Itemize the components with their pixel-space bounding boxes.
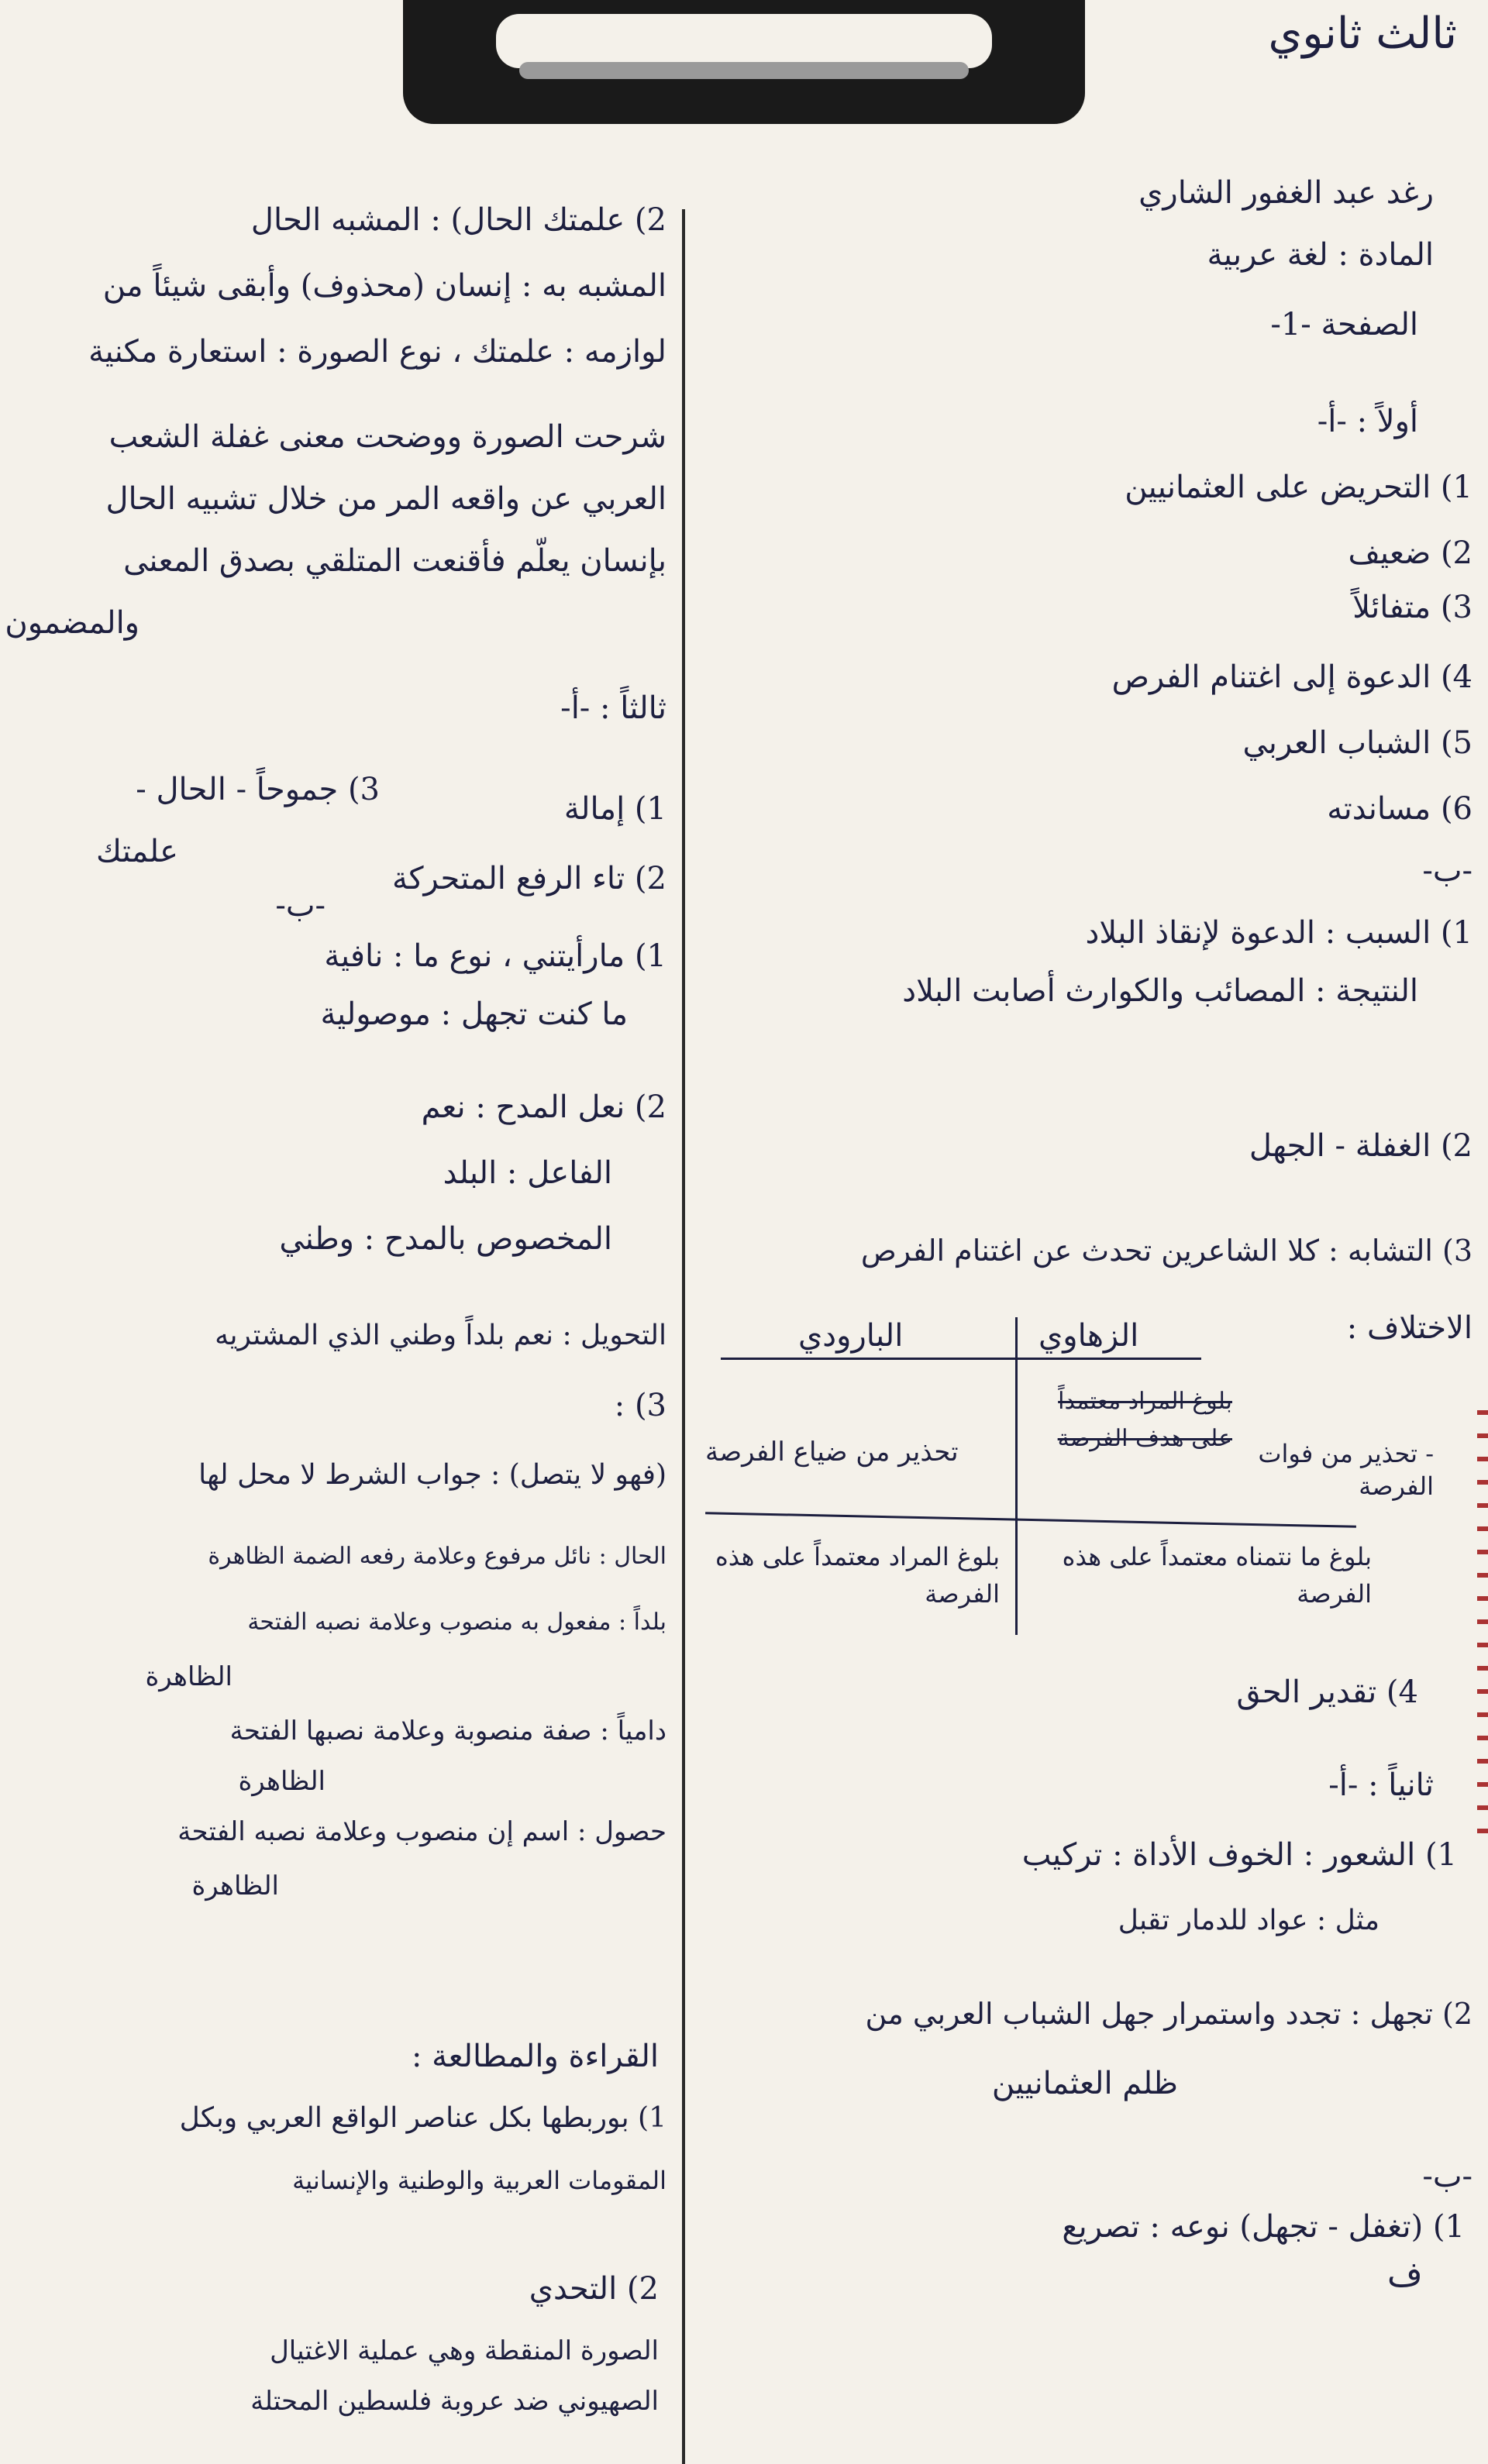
answer-line: 3) : (614, 1388, 666, 1423)
table-cell: تحذير من ضياع الفرصة (705, 1437, 959, 1468)
answer-line: المقومات العربية والوطنية والإنسانية (292, 2166, 666, 2195)
answer-line: التحويل : نعم بلداً وطني الذي المشتريه (215, 1320, 666, 1351)
answer-line: 2) نعل المدح : نعم (421, 1089, 666, 1125)
answer-line: والمضمون (5, 605, 140, 641)
answer-line: 4) تقدير الحق (1236, 1674, 1418, 1710)
column-divider (682, 209, 685, 2464)
answer-line: الظاهرة (191, 1870, 279, 1901)
answer-line: 1) الشعور : الخوف الأداة : تركيب (1021, 1837, 1457, 1873)
clip-rod (519, 62, 969, 79)
answer-line: بلداً : مفعول به منصوب وعلامة نصبه الفتحة (247, 1609, 666, 1636)
answer-line: العربي عن واقعه المر من خلال تشبيه الحال (105, 481, 666, 517)
answer-line: 2) علمتك الحال) : المشبه الحال (250, 202, 666, 238)
signature-mark: ف (1387, 2255, 1423, 2294)
answer-line: الاختلاف : (1346, 1310, 1472, 1346)
answer-line: (فهو لا يتصل) : جواب الشرط لا محل لها (198, 1459, 666, 1491)
answer-line: 3) جموحاً - الحال - (136, 772, 380, 807)
sub-heading: -ب- (1422, 2159, 1472, 2194)
page-number: الصفحة -1- (1270, 307, 1418, 342)
answer-line: الظاهرة (238, 1766, 326, 1797)
section-three-heading: ثالثاً : -أ- (560, 690, 666, 726)
answer-line: 1) إمالة (563, 791, 666, 827)
comparison-table (705, 1317, 1442, 1650)
section-one-heading: أولاً : -أ- (1317, 404, 1418, 439)
page-edge-decoration (1477, 1410, 1488, 1844)
answer-line: 4) الدعوة إلى اغتنام الفرص (1111, 659, 1472, 695)
answer-line: مثل : عواد للدمار تقبل (1118, 1905, 1380, 1936)
answer-line: 1) (تغفل - تجهل) نوعه : تصريع (1062, 2209, 1465, 2245)
table-cell: بلوغ ما نتمناه معتمداً على هذه الفرصة (1062, 1542, 1372, 1609)
table-header-rule (721, 1358, 1201, 1360)
answer-line: النتيجة : المصائب والكوارث أصابت البلاد (902, 973, 1418, 1009)
answer-line: الظاهرة (145, 1661, 232, 1692)
sub-heading: -ب- (1422, 853, 1472, 889)
answer-line: 2) التحدي (529, 2271, 659, 2307)
answer-line: 3) متفائلاً (1352, 590, 1472, 625)
subject-line: المادة : لغة عربية (1207, 237, 1434, 273)
answer-line: ما كنت تجهل : موصولية (320, 996, 628, 1032)
answer-line: لوازمه : علمتك ، نوع الصورة : استعارة مكنية (88, 334, 666, 370)
answer-line: 5) الشباب العربي (1242, 725, 1472, 761)
sub-heading: -ب- (275, 888, 326, 924)
table-cell: بلوغ المراد معتمداً على هدف الفرصة (1057, 1388, 1232, 1452)
table-row-rule (705, 1512, 1356, 1528)
answer-line: 1) بوربطها بكل عناصر الواقع العربي وبكل (179, 2102, 666, 2134)
answer-line: 2) تاء الرفع المتحركة (392, 861, 666, 896)
clipboard-clip (403, 0, 1085, 132)
answer-line: 2) ضعيف (1348, 535, 1472, 571)
answer-line: ظلم العثمانيين (991, 2066, 1178, 2101)
answer-line: 2) تجهل : تجدد واستمرار جهل الشباب العربي من (865, 1997, 1472, 2031)
answer-line: حصول : اسم إن منصوب وعلامة نصبه الفتحة (177, 1816, 666, 1847)
answer-line: 2) الغفلة - الجهل (1249, 1128, 1472, 1164)
answer-line: 6) مساندته (1327, 791, 1472, 827)
table-header-baroudi: البارودي (798, 1318, 904, 1354)
answer-line: الحال : نائل مرفوع وعلامة رفعه الضمة الظاهرة (208, 1543, 666, 1570)
answer-line: بإنسان يعلّم فأقنعت المتلقي بصدق المعنى (123, 543, 666, 579)
answer-line: المخصوص بالمدح : وطني (279, 1221, 612, 1257)
table-row-label: - تحذير من فوات الفرصة (1258, 1439, 1434, 1501)
reading-heading: القراءة والمطالعة : (411, 2039, 659, 2074)
answer-line: الفاعل : البلد (443, 1155, 612, 1191)
answer-line: شرحت الصورة ووضحت معنى غفلة الشعب (108, 419, 666, 455)
answer-line: 3) التشابه : كلا الشاعرين تحدث عن اغتنام الفرص (860, 1234, 1472, 1268)
student-name: رغد عبد الغفور الشاري (1138, 175, 1434, 211)
answer-line: 1) السبب : الدعوة لإنقاذ البلاد (1085, 915, 1472, 951)
answer-line: 1) مارأيتني ، نوع ما : نافية (324, 938, 666, 974)
class-title: ثالث ثانوي (1268, 9, 1457, 59)
clip-opening (496, 14, 992, 68)
answer-line: الصورة المنقطة وهي عملية الاغتيال (270, 2335, 659, 2366)
table-header-zahawi: الزهاوي (1038, 1318, 1139, 1354)
answer-line: المشبه به : إنسان (محذوف) وأبقى شيئاً من (102, 268, 666, 304)
answer-line: دامياً : صفة منصوبة وعلامة نصبها الفتحة (229, 1716, 666, 1746)
answer-line: علمتك (95, 834, 178, 869)
section-two-heading: ثانياً : -أ- (1328, 1767, 1434, 1803)
table-vertical-rule (1015, 1317, 1018, 1635)
answer-line: الصهيوني ضد عروبة فلسطين المحتلة (250, 2386, 659, 2417)
answer-line: 1) التحريض على العثمانيين (1125, 470, 1472, 505)
table-cell: بلوغ المراد معتمداً على هذه الفرصة (715, 1542, 1000, 1609)
